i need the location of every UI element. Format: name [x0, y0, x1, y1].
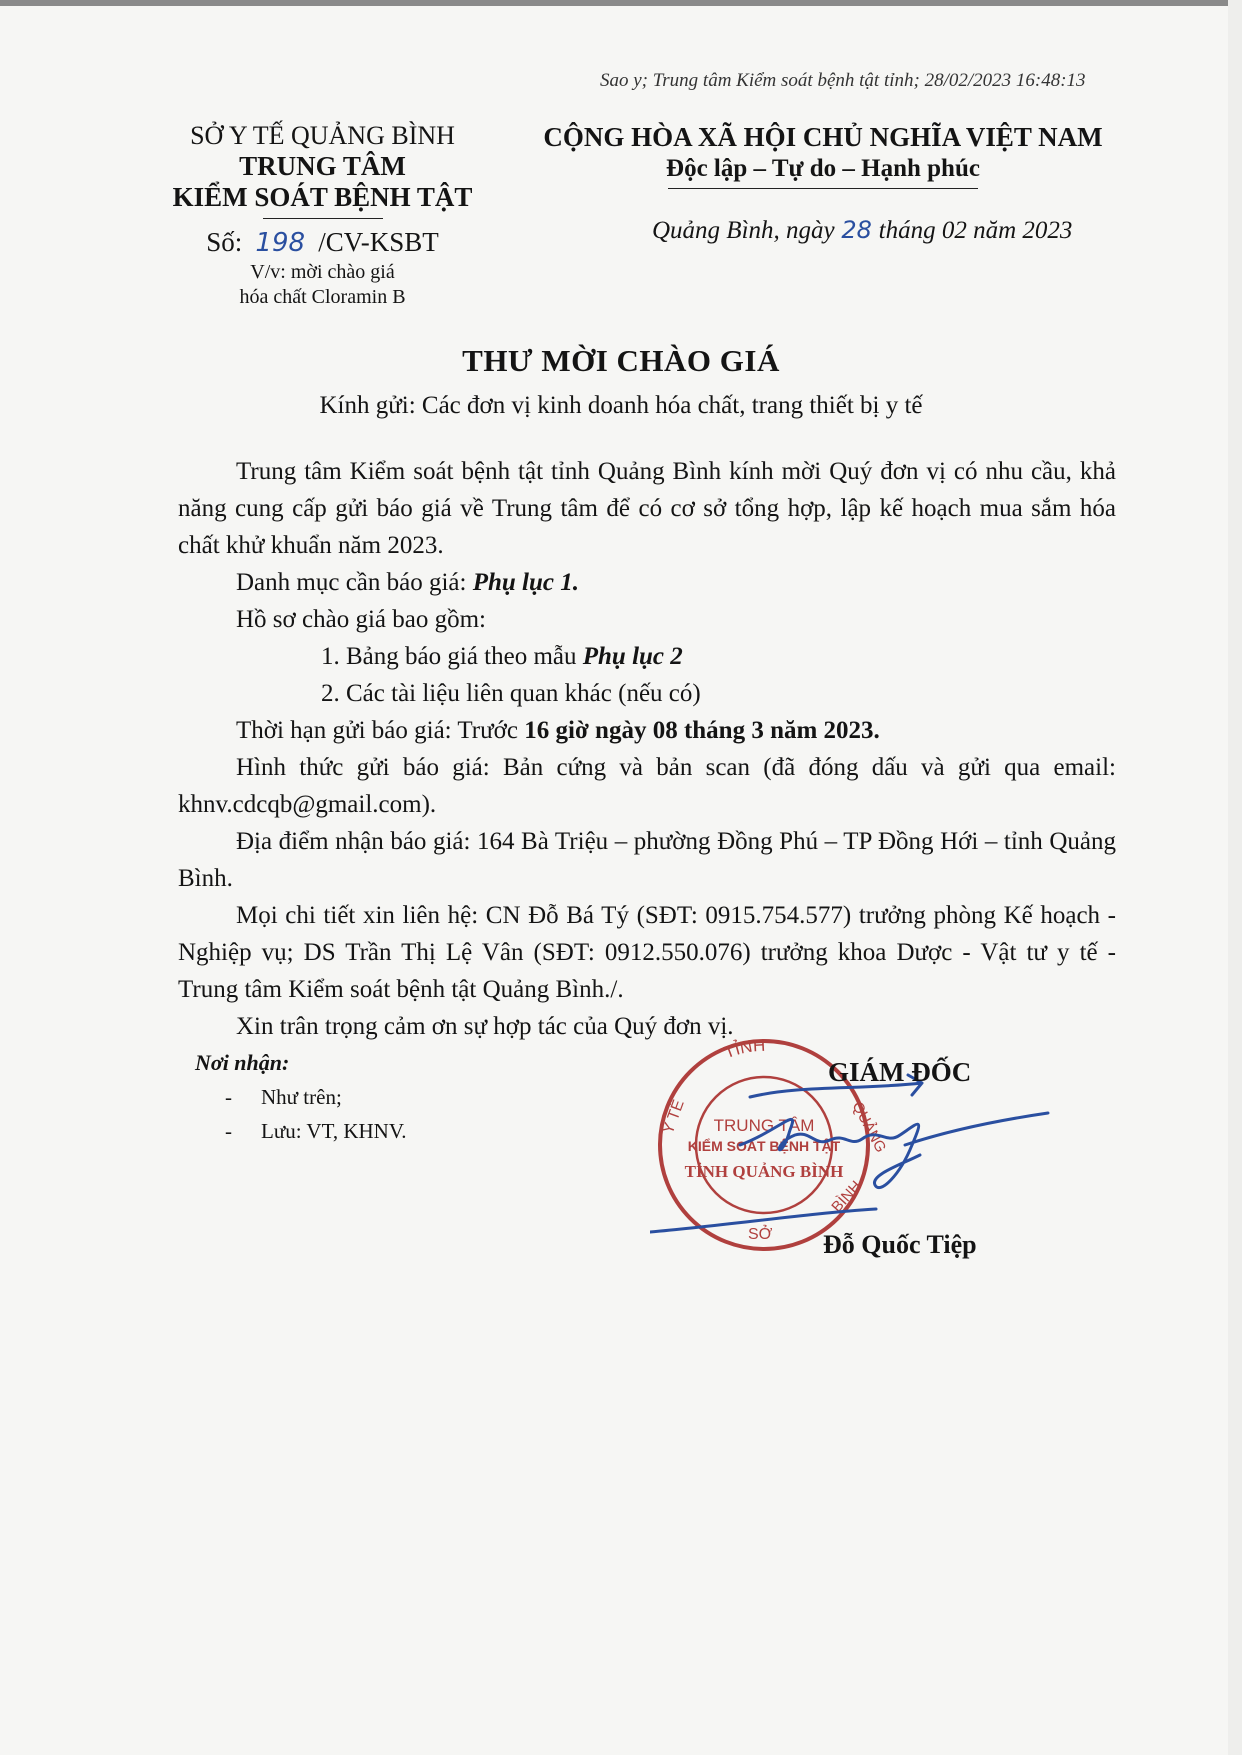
recipient-line: Kính gửi: Các đơn vị kinh doanh hóa chất, trang thiết bị y tế	[319, 392, 923, 419]
document-title: THƯ MỜI CHÀO GIÁ	[462, 343, 780, 378]
stamp-ring-right-text: QUẢNG	[848, 1098, 890, 1156]
letter-body	[178, 453, 1116, 1045]
doc-number-suffix: /CV-KSBT	[318, 227, 439, 257]
date-day-handwritten: 28	[841, 216, 872, 244]
date-prefix: Quảng Bình, ngày	[652, 217, 835, 244]
signatory-title: GIÁM ĐỐC	[828, 1057, 972, 1087]
receivers-block	[195, 1046, 407, 1148]
thanks-paragraph: Xin trân trọng cảm ơn sự hợp tác của Quý đơn vị.	[236, 1013, 734, 1040]
dossier-item-1-emph: Phụ lục 2	[582, 643, 683, 670]
motto-underline	[668, 188, 978, 189]
subject-line1: V/v: mời chào giá	[250, 261, 395, 283]
receiver-item-text: Như trên;	[261, 1085, 342, 1109]
dossier-label: Hồ sơ chào giá bao gồm:	[236, 606, 486, 633]
deadline-value: 16 giờ ngày 08 tháng 3 năm 2023.	[524, 717, 880, 744]
stamp-ring-bottom-right-text: BÌNH	[828, 1177, 865, 1216]
dossier-item-1-text: 1. Bảng báo giá theo mẫu	[321, 643, 583, 670]
catalog-label: Danh mục cần báo giá:	[236, 569, 473, 596]
stamp-line-1: TRUNG TÂM	[713, 1116, 815, 1135]
stamp-ring-top	[721, 1036, 765, 1062]
catalog-value: Phụ lục 1.	[472, 569, 579, 596]
nation-title: CỘNG HÒA XÃ HỘI CHỦ NGHĨA VIỆT NAM	[543, 122, 1103, 152]
stamp-ring-top-text: TỈNH	[721, 1035, 766, 1063]
receiver-item-text: Lưu: VT, KHNV.	[261, 1119, 407, 1143]
stamp-ring-bottom-text: SỞ	[748, 1226, 773, 1243]
contact-paragraph: Mọi chi tiết xin liên hệ: CN Đỗ Bá Tý (SĐT: 0915.754.577) trưởng phòng Kế hoạch - Nghiệp vụ; DS Trần Thị Lệ Vân (SĐT: 0912.550.076) trưởng khoa Dược - Vật tư y tế - Trung tâm Kiểm soát bệnh tật Quảng Bình./.	[178, 902, 1116, 1003]
submission-form-paragraph: Hình thức gửi báo giá: Bản cứng và bản scan (đã đóng dấu và gửi qua email: khnv.cdcqb@gmail.com).	[178, 754, 1116, 818]
receiver-item	[195, 1080, 407, 1114]
copy-certification-note: Sao y; Trung tâm Kiểm soát bệnh tật tỉnh; 28/02/2023 16:48:13	[600, 70, 1086, 91]
location-paragraph: Địa điểm nhận báo giá: 164 Bà Triệu – phường Đồng Phú – TP Đồng Hới – tỉnh Quảng Bình.	[178, 828, 1116, 892]
catalog-paragraph	[178, 564, 1116, 601]
parent-agency: SỞ Y TẾ QUẢNG BÌNH	[190, 121, 455, 150]
issuing-agency-block	[140, 120, 505, 310]
deadline-label: Thời hạn gửi báo giá: Trước	[236, 717, 525, 744]
intro-paragraph: Trung tâm Kiểm soát bệnh tật tỉnh Quảng Bình kính mời Quý đơn vị có nhu cầu, khả năng cung cấp gửi báo giá về Trung tâm để có cơ sở tổng hợp, lập kế hoạch mua sắm hóa chất khử khuẩn năm 2023.	[178, 458, 1116, 559]
stamp-line-2: KIỂM SOÁT BỆNH TẬT	[687, 1138, 841, 1154]
agency-name-line1: TRUNG TÂM	[239, 151, 406, 181]
receiver-item	[195, 1114, 407, 1148]
stamp-ring-left-text: Y TẾ	[659, 1097, 688, 1137]
agency-underline	[263, 218, 383, 219]
national-motto: Độc lập – Tự do – Hạnh phúc	[666, 155, 980, 182]
subject-line2: hóa chất Cloramin B	[239, 286, 406, 308]
document-number	[140, 225, 505, 260]
deadline-paragraph	[178, 712, 1116, 749]
signatory-name: Đỗ Quốc Tiệp	[823, 1230, 977, 1259]
receivers-label: Nơi nhận:	[195, 1050, 290, 1075]
stamp-line-3: TỈNH QUẢNG BÌNH	[684, 1162, 844, 1181]
receiver-bullet: -	[225, 1085, 232, 1109]
dossier-item-2: 2. Các tài liệu liên quan khác (nếu có)	[321, 680, 701, 707]
receiver-bullet: -	[225, 1119, 232, 1143]
place-date	[652, 216, 1072, 245]
dossier-item-1	[178, 638, 1116, 675]
doc-number-prefix: Số:	[206, 227, 243, 257]
doc-number-handwritten: 198	[255, 228, 306, 258]
date-suffix: tháng 02 năm 2023	[878, 217, 1073, 244]
agency-name-line2: KIỂM SOÁT BỆNH TẬT	[172, 182, 473, 212]
national-header	[528, 120, 1118, 189]
